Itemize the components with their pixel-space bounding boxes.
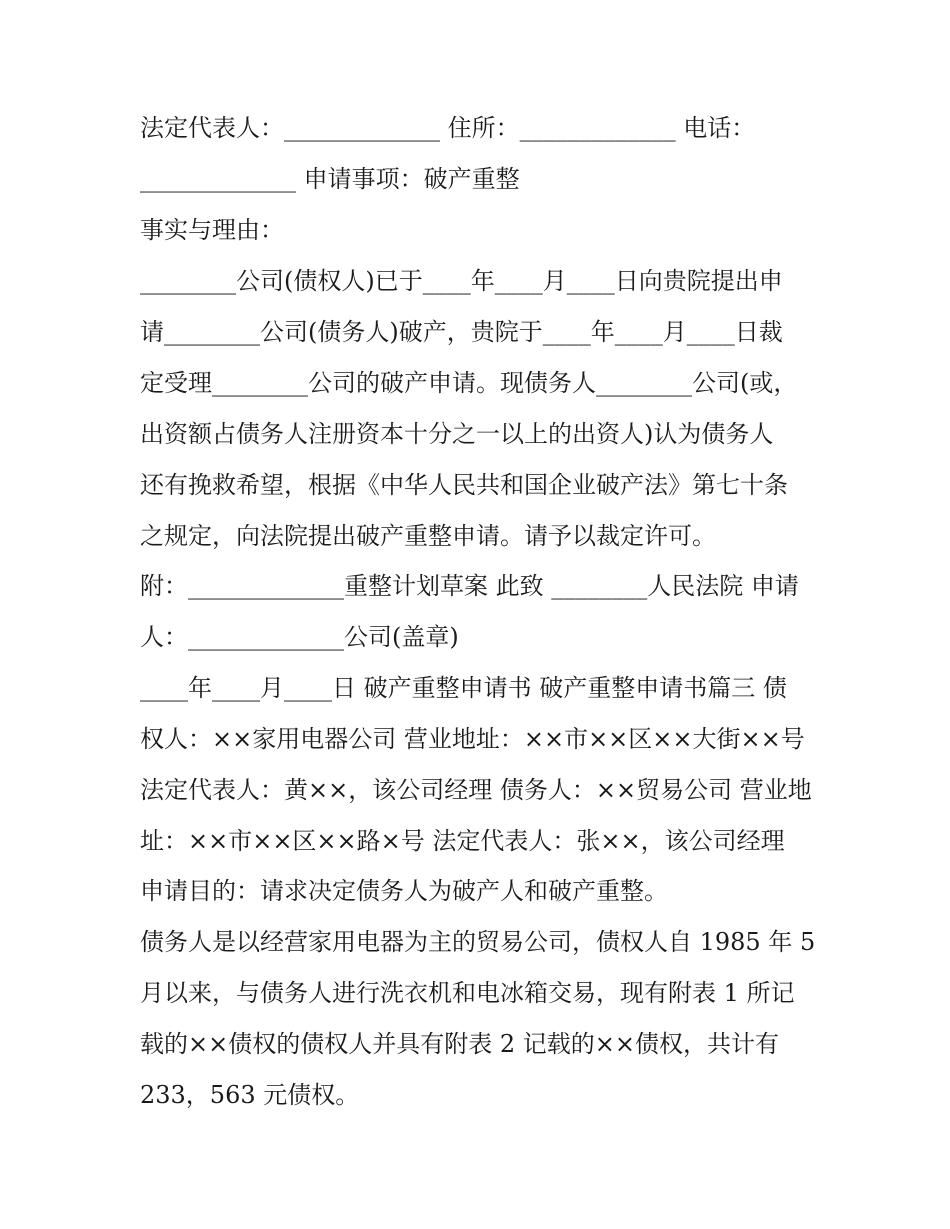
text-line: 出资额占债务人注册资本十分之一以上的出资人)认为债务人: [140, 420, 774, 448]
text-line: 法定代表人：_____________ 住所：_____________ 电话：: [140, 114, 756, 142]
text-line: ____年____月____日 破产重整申请书 破产重整申请书篇三 债: [140, 674, 787, 702]
text-line: 债务人是以经营家用电器为主的贸易公司，债权人自 1985 年 5: [140, 928, 816, 956]
text-line: 载的××债权的债权人并具有附表 2 记载的××债权，共计有: [140, 1030, 779, 1058]
text-line: _____________ 申请事项：破产重整: [140, 165, 520, 193]
text-line: 申请目的：请求决定债务人为破产人和破产重整。: [140, 877, 668, 905]
text-line: 事实与理由：: [140, 216, 284, 244]
text-line: 人：_____________公司(盖章): [140, 623, 459, 651]
text-line: 请________公司(债务人)破产，贵院于____年____月____日裁: [140, 318, 783, 346]
text-line: 权人：××家用电器公司 营业地址：××市××区××大街××号: [140, 725, 805, 753]
text-line: 之规定，向法院提出破产重整申请。请予以裁定许可。: [140, 522, 716, 550]
text-line: 址：××市××区××路×号 法定代表人：张××，该公司经理: [140, 827, 785, 855]
text-line: ________公司(债权人)已于____年____月____日向贵院提出申: [140, 267, 783, 295]
text-line: 定受理________公司的破产申请。现债务人________公司(或，: [140, 369, 798, 397]
text-line: 还有挽救希望，根据《中华人民共和国企业破产法》第七十条: [140, 471, 788, 499]
text-line: 附：_____________重整计划草案 此致 ________人民法院 申请: [140, 572, 799, 600]
text-line: 法定代表人：黄××，该公司经理 债务人：××贸易公司 营业地: [140, 776, 812, 804]
text-line: 233，563 元债权。: [140, 1081, 360, 1109]
text-line: 月以来，与债务人进行洗衣机和电冰箱交易，现有附表 1 所记: [140, 979, 795, 1007]
